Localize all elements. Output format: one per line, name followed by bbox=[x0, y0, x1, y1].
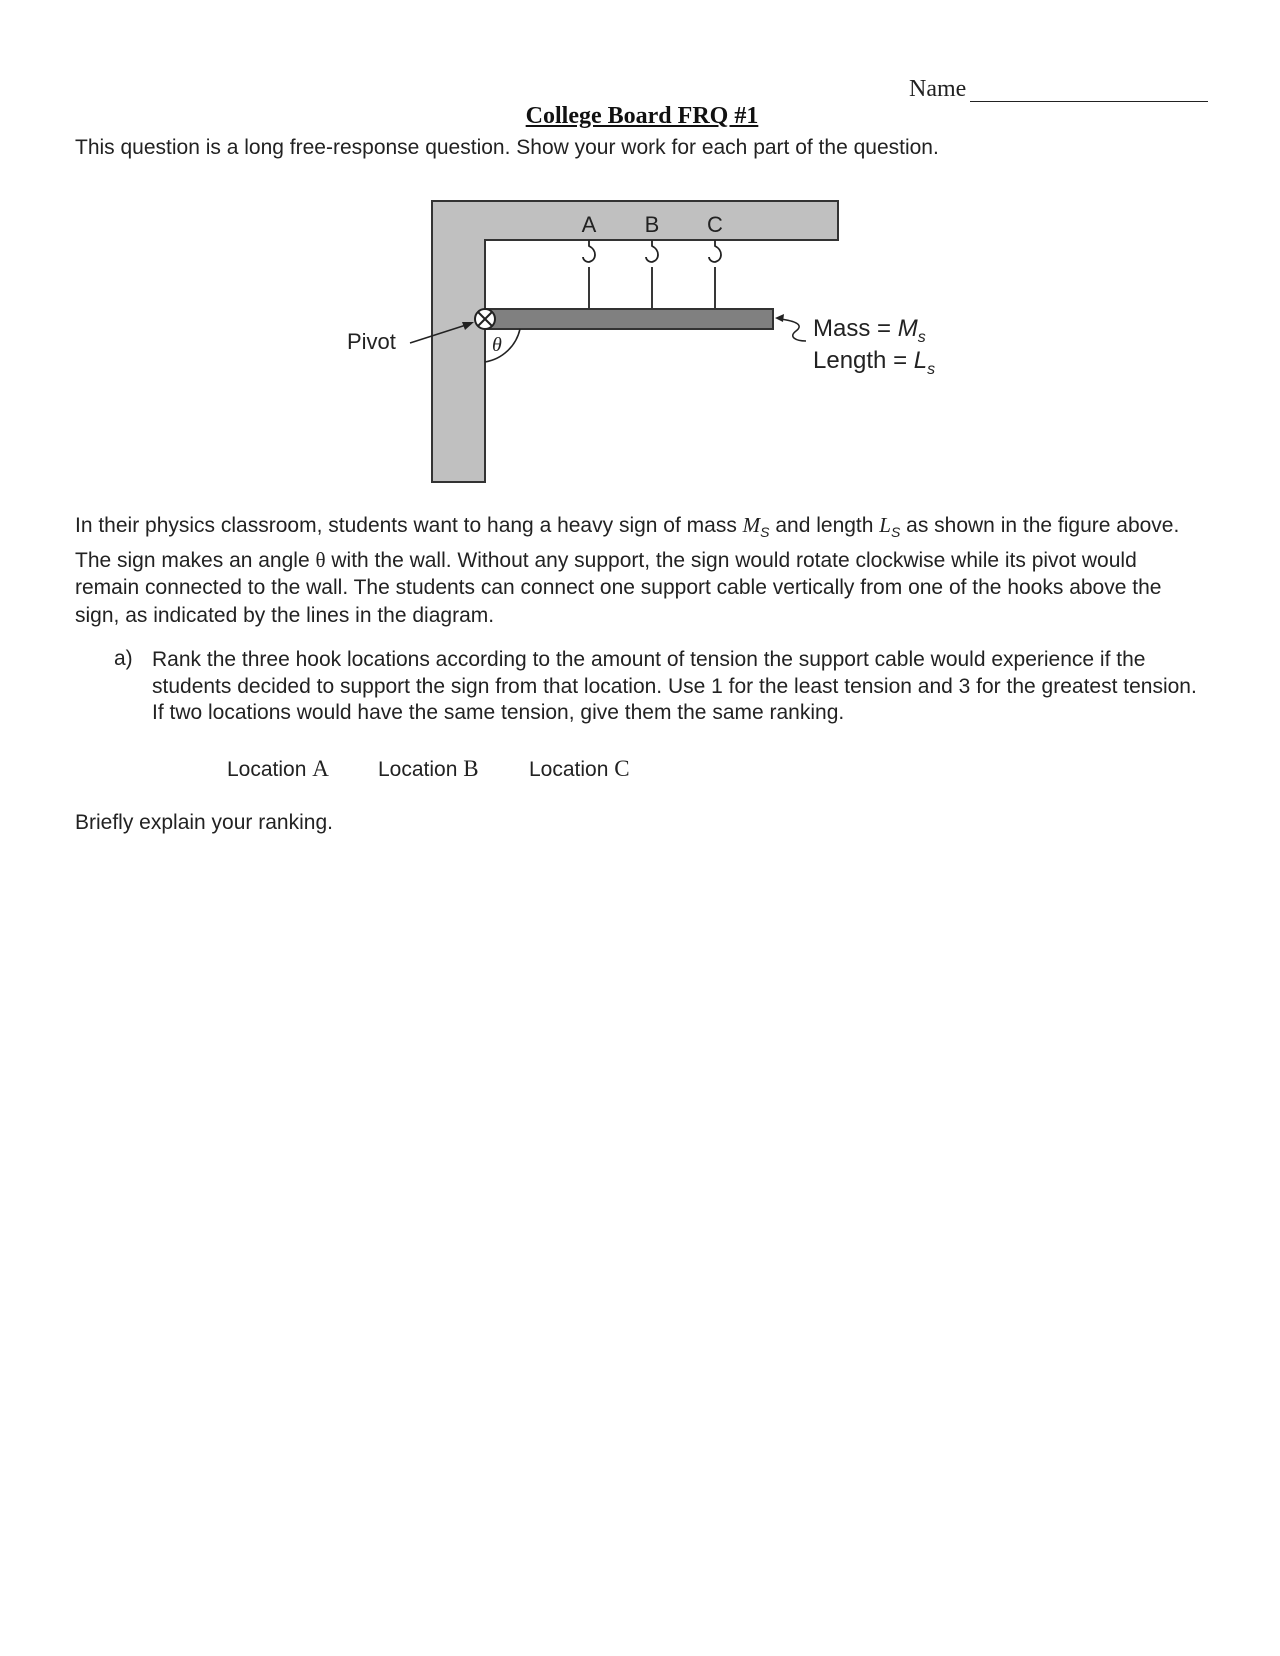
angle-label: θ bbox=[492, 334, 502, 356]
question-a-text: Rank the three hook locations according to the amount of tension the support cable would experience if the students decided to support the sign from that location. Use 1 for the least tension and 3 for the greatest tension. If two locations would have the same tension, give them the same ranking. bbox=[152, 648, 1197, 724]
problem-paragraph: In their physics classroom, students want to hang a heavy sign of mass $M_S$ and length $L_S$ as shown in the figure above. The sign makes an angle θ with the wall. Without any support, the sign would rotate clockwise while its pivot would remain connected to the wall. The students can connect one support cable vertically from one of the hooks above the sign, as indicated by the lines in the diagram. bbox=[75, 513, 1180, 627]
angle-arc bbox=[485, 329, 520, 362]
length-label: Length = $L_s$ bbox=[813, 347, 936, 378]
pivot-label: Pivot bbox=[347, 329, 396, 354]
explain-prompt: Briefly explain your ranking. bbox=[75, 811, 333, 834]
mass-label: Mass = $M_s$ bbox=[813, 315, 926, 346]
hooks bbox=[583, 240, 721, 309]
location-a[interactable]: Location A bbox=[227, 756, 329, 781]
hook-label-a: A bbox=[581, 212, 597, 237]
pivot-icon bbox=[475, 309, 495, 329]
label-arrow-icon bbox=[775, 314, 784, 322]
hook-label-b: B bbox=[644, 212, 660, 237]
page-title: College Board FRQ #1 bbox=[525, 103, 759, 129]
question-a-marker: a) bbox=[114, 647, 133, 670]
physics-diagram bbox=[0, 0, 1280, 500]
location-b[interactable]: Location B bbox=[378, 756, 479, 781]
intro-text: This question is a long free-response question. Show your work for each part of the question. bbox=[75, 136, 939, 159]
sign-bar bbox=[485, 309, 773, 329]
hook-label-c: C bbox=[707, 212, 723, 237]
name-label: Name bbox=[909, 76, 967, 102]
location-c[interactable]: Location C bbox=[529, 756, 630, 781]
